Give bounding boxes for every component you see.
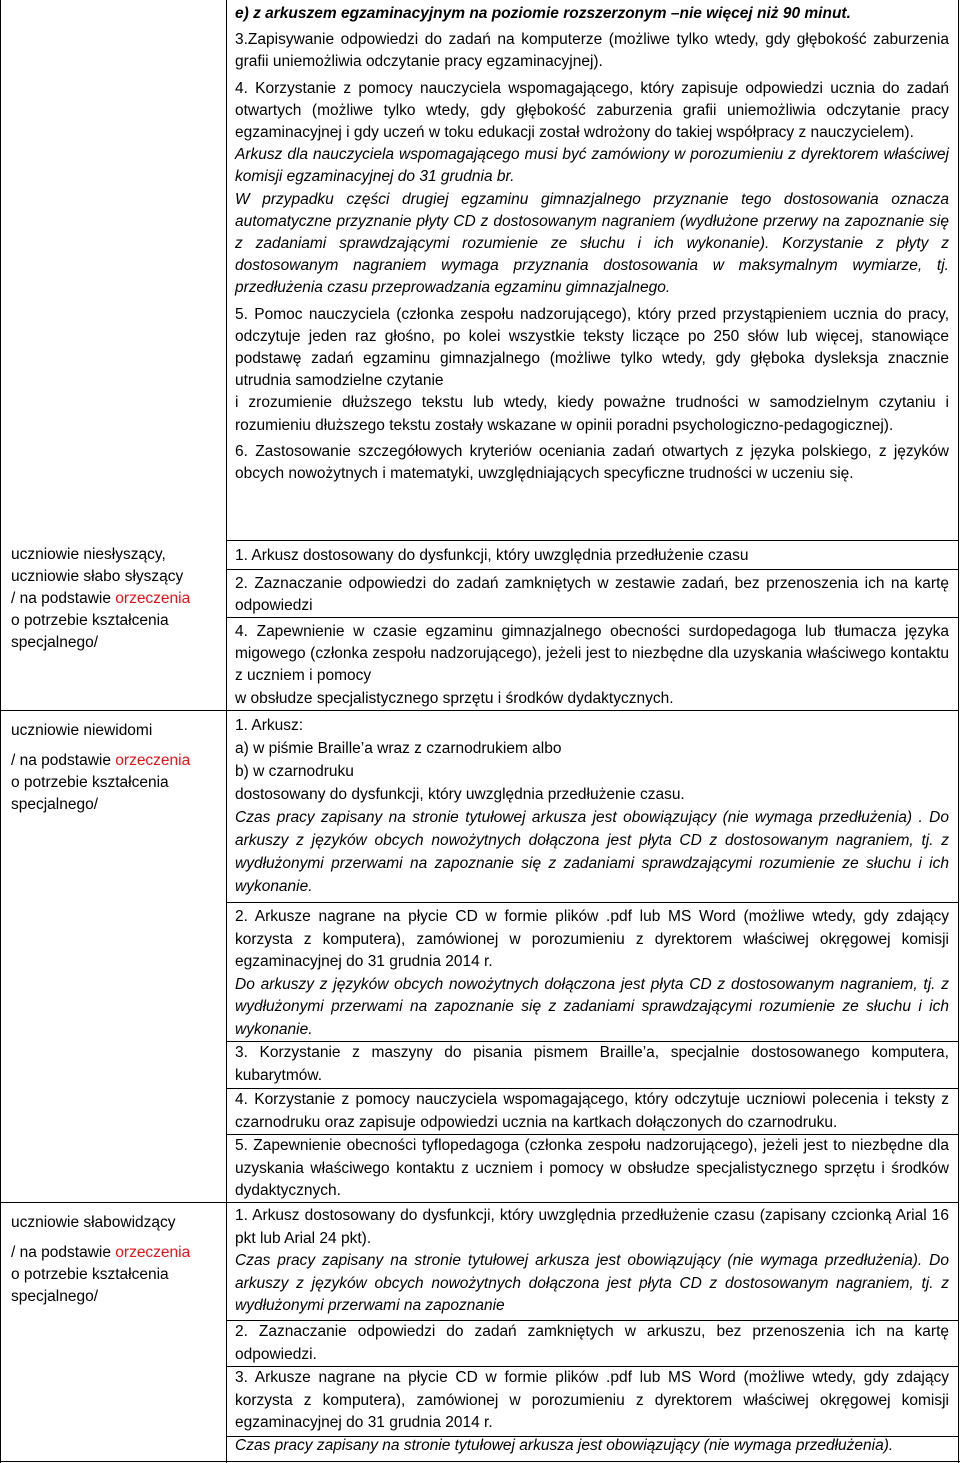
lowvision-item-2: 2. Zaznaczanie odpowiedzi do zadań zamkniętych w arkuszu, bez przenoszenia ich na kartę odpowiedzi. [235, 1323, 949, 1363]
lowvision-item-3-cell [235, 1367, 949, 1459]
blind-item-1-cell [235, 714, 949, 900]
item-5: 5. Pomoc nauczyciela (członka zespołu nadzorującego), który przed przystąpieniem ucznia do pracy, odczytuje jeden raz głośno, po kolei wszystkie teksty liczące po 250 słów lub więcej, stanowiące podstawę zadań egzaminu gimnazjalnego (możliwe tylko wtedy, gdy głęboka dysleksja znacznie utrudnia samodzielne czytanie [235, 305, 949, 390]
section-header: e) z arkuszem egzaminacyjnym na poziomie rozszerzonym –nie więcej niż 90 minut. [235, 5, 851, 22]
blind-item-4: 4. Korzystanie z pomocy nauczyciela wspomagającego, który odczytuje uczniowi polecenia i teksty z czarnodruku oraz zapisuje odpowiedzi ucznia na kartkach dołączonych do czarnodruku. [235, 1091, 949, 1131]
group-blind-label [11, 720, 221, 816]
lowvision-item-3: 3. Arkusze nagrane na płycie CD w formie plików .pdf lub MS Word (możliwe wtedy, gdy zdający korzysta z komputera), zamówionej w porozumieniu z dyrektorem właściwej okręgowej komisji egzaminacyjnej do 31 grudnia 2014 r. [235, 1369, 949, 1431]
blind-item-5: 5. Zapewnienie obecności tyflopedagoga (członka zespołu nadzorującego), jeżeli jest to niezbędne dla uzyskania właściwego kontaktu z uczniem i pomocy w obsłudze specjalistycznego sprzętu i środków dydaktycznych. [235, 1137, 949, 1199]
label-line [11, 1242, 221, 1264]
row-divider-6 [226, 902, 959, 903]
group-deaf-label [11, 544, 221, 654]
deaf-item-2-cell [235, 573, 949, 619]
deaf-item-2: 2. Zaznaczanie odpowiedzi do zadań zamkniętych w zestawie zadań, bez przenoszenia ich na kartę odpowiedzi [235, 575, 949, 615]
label-prefix: / na podstawie [11, 590, 111, 607]
label-line [11, 588, 221, 610]
label-line [11, 750, 221, 772]
group-lowvision-label [11, 1212, 221, 1308]
blind-item-3: 3. Korzystanie z maszyny do pisania pismem Braille’a, specjalnie dostosowanego komputera, kubarytmów. [235, 1044, 949, 1084]
label-line: uczniowie niewidomi [11, 722, 153, 739]
blind-item-2-note: Do arkuszy z języków obcych nowożytnych dołączona jest płyta CD z dostosowanym nagraniem, tj. z wydłużonymi przerwami na zapoznanie się z zadaniami sprawdzającymi rozumienie ze słuchu i ich wykonanie. [235, 975, 949, 1038]
item-4: 4. Korzystanie z pomocy nauczyciela wspomagającego, który zapisuje odpowiedzi ucznia do zadań otwartych (możliwe tylko wtedy, gdy głębokość zaburzenia grafii uniemożliwia odczytanie pracy egzaminacyjnej i gdy uczeń w toku edukacji został wdrożony do takiej współpracy z nauczycielem). [235, 79, 949, 142]
label-line: uczniowie słabowidzący [11, 1214, 176, 1231]
label-line: specjalnego/ [11, 634, 99, 651]
lowvision-item-2-cell [235, 1321, 949, 1368]
bottom-border [0, 1461, 960, 1462]
blind-item-2-cell [235, 906, 949, 1043]
highlight-word: orzeczenia [115, 590, 191, 607]
lowvision-item-3-note: Czas pracy zapisany na stronie tytułowej arkusza jest obowiązujący (nie wymaga przedłużenia). [235, 1436, 894, 1454]
label-line: o potrzebie kształcenia [11, 774, 169, 791]
lowvision-item-1: 1. Arkusz dostosowany do dysfunkcji, który uwzględnia przedłużenie czasu (zapisany czcionką Arial 16 pkt lub Arial 24 pkt). [235, 1207, 949, 1247]
blind-item-1b: b) w czarnodruku [235, 763, 354, 780]
item-6: 6. Zastosowanie szczegółowych kryteriów oceniania zadań otwartych z języka polskiego, z języków obcych nowożytnych i matematyki, uwzględniających specyficzne trudności w uczeniu się. [235, 442, 949, 483]
blind-item-2: 2. Arkusze nagrane na płycie CD w formie plików .pdf lub MS Word (możliwe wtedy, gdy zdający korzysta z komputera), zamówionej w porozumieniu z dyrektorem właściwej okręgowej komisji egzaminacyjnej do 31 grudnia 2014 r. [235, 908, 949, 970]
blind-item-1c: dostosowany do dysfunkcji, który uwzględnia przedłużenie czasu. [235, 786, 685, 803]
label-line: uczniowie niesłyszący, [11, 546, 166, 563]
item-4-note-2: W przypadku części drugiej egzaminu gimnazjalnego przyznanie tego dostosowania oznacza automatyczne przyznanie płyty CD z dostosowanym nagraniem (wydłużone przerwy na zapoznanie się z zadaniami sprawdzającymi rozumienie ze słuchu i ich wykonanie). Korzystanie z płyty z dostosowanym nagraniem wymaga przyznania dostosowania w maksymalnym wymiarze, tj. przedłużenia czasu przeprowadzania egzaminu gimnazjalnego. [235, 190, 949, 297]
deaf-item-1-cell [235, 545, 949, 569]
label-line: uczniowie słabo słyszący [11, 568, 184, 585]
label-line: specjalnego/ [11, 1288, 99, 1305]
blind-item-4-cell [235, 1089, 949, 1136]
section-dyslexia-continued [235, 3, 949, 487]
blind-item-5-cell [235, 1135, 949, 1205]
label-prefix: / na podstawie [11, 1244, 111, 1261]
column-divider [226, 0, 227, 1463]
label-line: o potrzebie kształcenia [11, 612, 169, 629]
lowvision-item-1-note: Czas pracy zapisany na stronie tytułowej arkusza jest obowiązujący (nie wymaga przedłużenia). Do arkuszy z języków obcych nowożytnych dołączona jest płyta CD z dostosowanym nagraniem, tj. z wydłużonymi przerwami na zapoznanie [235, 1252, 949, 1314]
deaf-item-1: 1. Arkusz dostosowany do dysfunkcji, który uwzględnia przedłużenie czasu [235, 547, 749, 564]
blind-item-1-note: Czas pracy zapisany na stronie tytułowej arkusza jest obowiązujący (nie wymaga przedłużenia) . Do arkuszy z języków obcych nowożytnych dołączona jest płyta CD z dostosowanym nagraniem, tj. z wydłużonymi przerwami na zapoznanie się z zadaniami sprawdzającymi rozumienie ze słuchu i ich wykonanie. [235, 809, 949, 895]
left-border [0, 0, 1, 1463]
item-3: 3.Zapisywanie odpowiedzi do zadań na komputerze (możliwe tylko wtedy, gdy głębokość zaburzenia grafii uniemożliwia odczytanie pracy egzaminacyjnej). [235, 31, 949, 71]
highlight-word: orzeczenia [115, 752, 191, 769]
item-4-note: Arkusz dla nauczyciela wspomagającego musi być zamówiony w porozumieniu z dyrektorem właściwej komisji egzaminacyjnej do 31 grudnia br. [235, 146, 949, 186]
blind-item-1a: a) w piśmie Braille’a wraz z czarnodrukiem albo [235, 740, 562, 757]
deaf-item-4: 4. Zapewnienie w czasie egzaminu gimnazjalnego obecności surdopedagoga lub tłumacza języka migowego (członka zespołu nadzorującego), jeżeli jest to niezbędne dla uzyskania właściwego kontaktu z uczniem i pomocy [235, 623, 949, 685]
highlight-word: orzeczenia [115, 1244, 191, 1261]
label-line: o potrzebie kształcenia [11, 1266, 169, 1283]
deaf-item-4-cell [235, 621, 949, 712]
deaf-item-4-continued: w obsłudze specjalistycznego sprzętu i środków dydaktycznych. [235, 689, 674, 707]
lowvision-item-1-cell [235, 1205, 949, 1320]
label-line: specjalnego/ [11, 796, 99, 813]
right-border [958, 0, 959, 1463]
item-5-continued: i zrozumienie dłuższego tekstu lub wtedy, kiedy poważne trudności w samodzielnym czytaniu i rozumieniu dłuższego tekstu zostały wskazane w opinii poradni psychologiczno-pedagogicznej). [235, 394, 949, 434]
label-prefix: / na podstawie [11, 752, 111, 769]
blind-item-1: 1. Arkusz: [235, 717, 304, 734]
blind-item-3-cell [235, 1042, 949, 1089]
row-divider-1 [226, 540, 959, 541]
